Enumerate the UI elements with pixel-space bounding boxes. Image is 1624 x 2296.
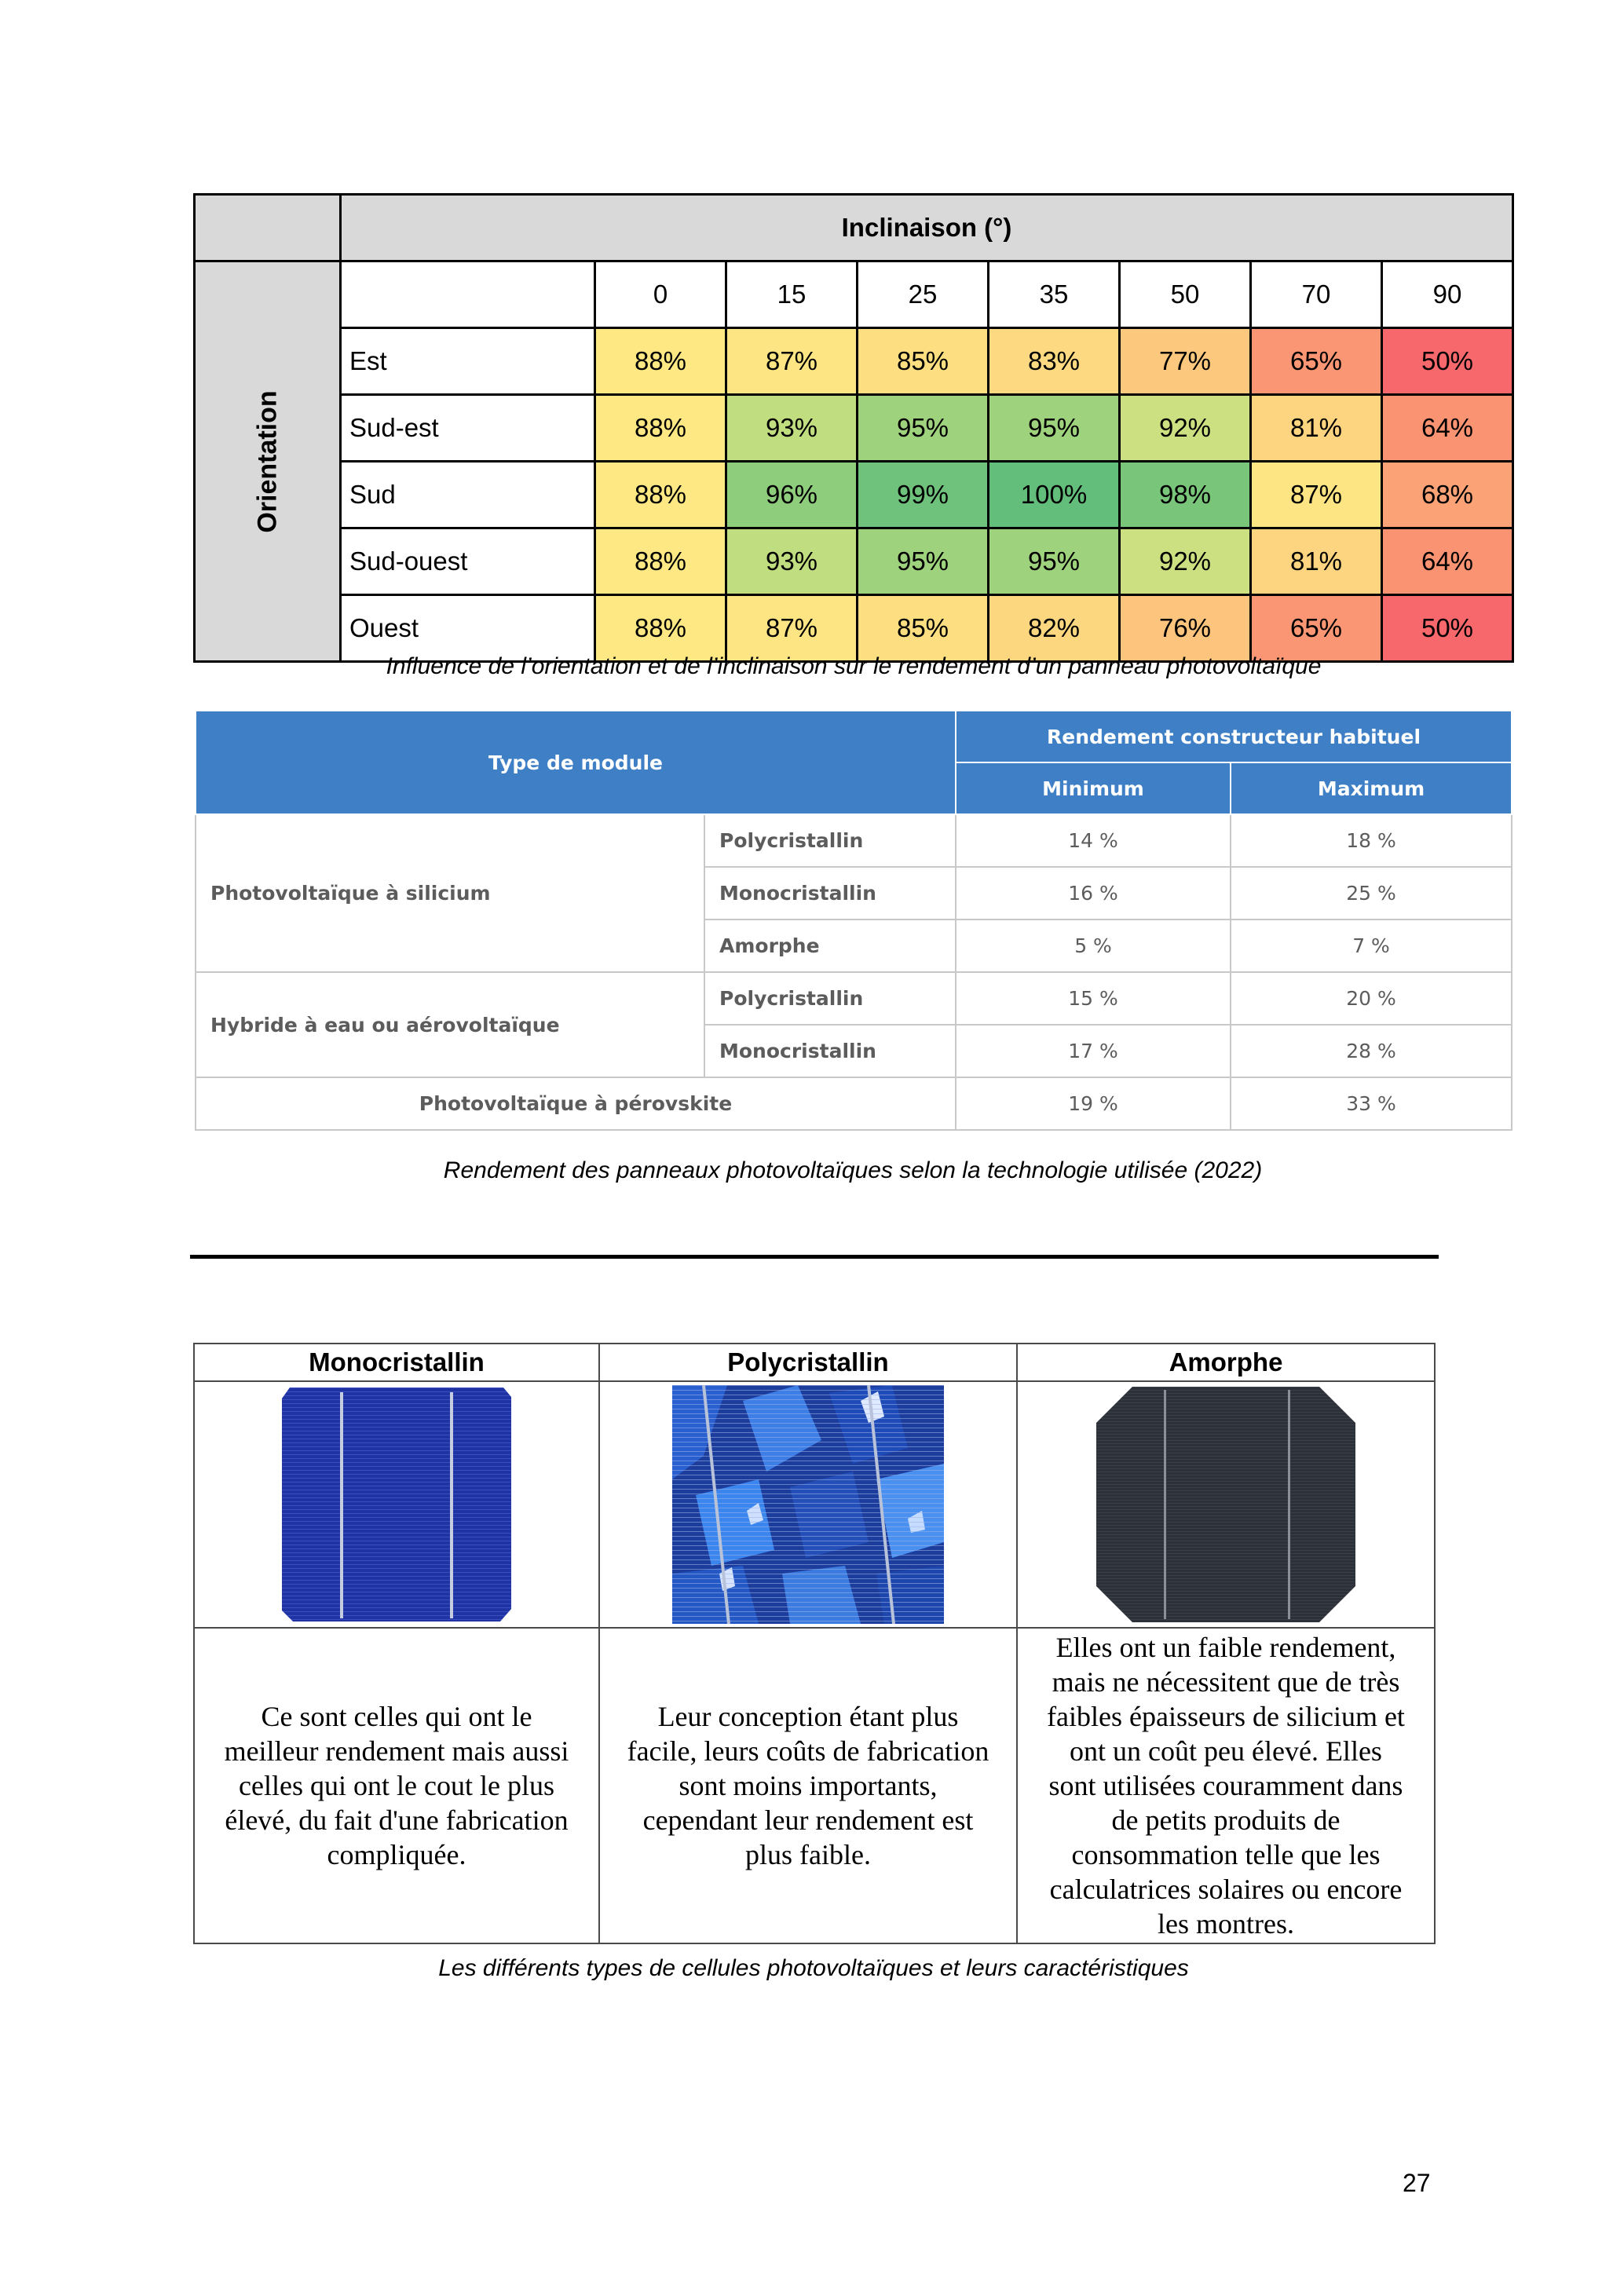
description-line: meilleur rendement mais aussi [224,1735,569,1767]
cell-type-header: Monocristallin [194,1344,599,1381]
efficiency-cell: 88% [595,595,726,662]
description-line: les montres. [1158,1908,1294,1940]
efficiency-cell: 99% [858,462,989,528]
description-line: sont utilisées couramment dans [1048,1770,1403,1801]
max-value: 18 % [1231,814,1512,867]
efficiency-cell: 83% [989,328,1120,395]
efficiency-cell: 100% [989,462,1120,528]
efficiency-cell: 64% [1382,395,1513,462]
efficiency-cell: 68% [1382,462,1513,528]
cell-types-table [193,1343,1436,1944]
type-module-header: Type de module [196,711,956,814]
cell-description [194,1628,599,1943]
efficiency-cell: 65% [1251,328,1382,395]
efficiency-cell: 64% [1382,528,1513,595]
max-value: 7 % [1231,919,1512,972]
min-value: 17 % [956,1025,1231,1077]
module-group-label: Hybride à eau ou aérovoltaïque [196,972,704,1077]
module-sub-label: Monocristallin [704,1025,956,1077]
minimum-header: Minimum [956,762,1231,814]
orientation-row-label: Sud [341,462,595,528]
module-sub-label: Amorphe [704,919,956,972]
description-line: faibles épaisseurs de silicium et [1047,1701,1405,1732]
table-row [196,814,1512,867]
description-line: plus faible. [745,1839,871,1870]
table-row [195,328,1513,395]
efficiency-cell: 81% [1251,395,1382,462]
polycrystalline-image-cell [599,1381,1017,1628]
efficiency-cell: 87% [1251,462,1382,528]
table2-caption: Rendement des panneaux photovoltaïques selon la technologie utilisée (2022) [443,1157,1263,1183]
cell-type-header: Polycristallin [599,1344,1017,1381]
orientation-side-header [195,261,341,662]
module-group-label: Photovoltaïque à pérovskite [196,1077,956,1130]
max-value: 33 % [1231,1077,1512,1130]
orientation-row-label: Ouest [341,595,595,662]
efficiency-cell: 77% [1120,328,1251,395]
efficiency-cell: 93% [726,395,858,462]
table-row [195,595,1513,662]
orientation-label: Orientation [252,389,282,533]
min-value: 5 % [956,919,1231,972]
efficiency-cell: 95% [858,528,989,595]
angle-header: 35 [989,261,1120,328]
min-value: 19 % [956,1077,1231,1130]
table-row [195,462,1513,528]
cell-description [1017,1628,1435,1943]
efficiency-cell: 88% [595,395,726,462]
efficiency-cell: 81% [1251,528,1382,595]
description-line: Leur conception étant plus [657,1701,959,1732]
section-divider [190,1255,1439,1259]
table3-caption: Les différents types de cellules photovoltaïques et leurs caractéristiques [438,1955,1189,1981]
description-line: ont un coût peu élevé. Elles [1070,1735,1382,1767]
table-row [195,528,1513,595]
table1-caption: Influence de l’orientation et de l’inclinaison sur le rendement d’un panneau photovoltaïque [386,653,1322,679]
efficiency-cell: 92% [1120,528,1251,595]
min-value: 14 % [956,814,1231,867]
efficiency-cell: 98% [1120,462,1251,528]
description-line: calculatrices solaires ou encore [1049,1874,1403,1905]
orientation-row-label: Sud-est [341,395,595,462]
description-line: celles qui ont le cout le plus [239,1770,554,1801]
description-line: cependant leur rendement est [642,1804,974,1836]
description-line: Elles ont un faible rendement, [1055,1632,1396,1663]
efficiency-cell: 95% [989,395,1120,462]
efficiency-cell: 50% [1382,595,1513,662]
description-line: de petits produits de [1111,1804,1341,1836]
cell-description [599,1628,1017,1943]
maximum-header: Maximum [1231,762,1512,814]
angle-header: 70 [1251,261,1382,328]
efficiency-cell: 88% [595,328,726,395]
max-value: 25 % [1231,867,1512,919]
description-line: Ce sont celles qui ont le [261,1701,532,1732]
efficiency-cell: 93% [726,528,858,595]
monocrystalline-cell-image [282,1387,511,1621]
description-line: mais ne nécessitent que de très [1052,1666,1400,1698]
efficiency-cell: 85% [858,328,989,395]
max-value: 20 % [1231,972,1512,1025]
efficiency-cell: 92% [1120,395,1251,462]
efficiency-cell: 76% [1120,595,1251,662]
efficiency-cell: 96% [726,462,858,528]
description-line: facile, leurs coûts de fabrication [627,1735,989,1767]
efficiency-cell: 95% [989,528,1120,595]
efficiency-cell: 95% [858,395,989,462]
inclination-header: Inclinaison (°) [341,195,1513,261]
module-sub-label: Monocristallin [704,867,956,919]
efficiency-cell: 87% [726,595,858,662]
orientation-inclination-table [193,193,1514,663]
cell-type-header: Amorphe [1017,1344,1435,1381]
efficiency-cell: 88% [595,528,726,595]
angle-header: 0 [595,261,726,328]
table-row [195,395,1513,462]
description-line: consommation telle que les [1071,1839,1381,1870]
polycrystalline-cell-image [672,1385,944,1624]
efficiency-cell: 87% [726,328,858,395]
amorphous-cell-image [1096,1387,1355,1622]
angle-header: 25 [858,261,989,328]
min-value: 16 % [956,867,1231,919]
module-sub-label: Polycristallin [704,972,956,1025]
module-efficiency-table [195,710,1512,1131]
monocrystalline-image-cell [194,1381,599,1628]
page-number: 27 [1403,2169,1431,2197]
module-group-label: Photovoltaïque à silicium [196,814,704,972]
angle-header: 15 [726,261,858,328]
efficiency-cell: 65% [1251,595,1382,662]
orientation-row-label: Est [341,328,595,395]
table-row [196,972,1512,1025]
orientation-row-label: Sud-ouest [341,528,595,595]
description-line: compliquée. [327,1839,466,1870]
table-corner [195,195,341,261]
efficiency-cell: 88% [595,462,726,528]
rendement-header: Rendement constructeur habituel [956,711,1512,762]
min-value: 15 % [956,972,1231,1025]
angle-header-blank [341,261,595,328]
efficiency-cell: 82% [989,595,1120,662]
module-sub-label: Polycristallin [704,814,956,867]
description-line: élevé, du fait d'une fabrication [225,1804,569,1836]
efficiency-cell: 50% [1382,328,1513,395]
angle-header: 90 [1382,261,1513,328]
efficiency-cell: 85% [858,595,989,662]
description-line: sont moins importants, [678,1770,938,1801]
table-row [196,1077,1512,1130]
max-value: 28 % [1231,1025,1512,1077]
amorphous-image-cell [1017,1381,1435,1628]
angle-header: 50 [1120,261,1251,328]
